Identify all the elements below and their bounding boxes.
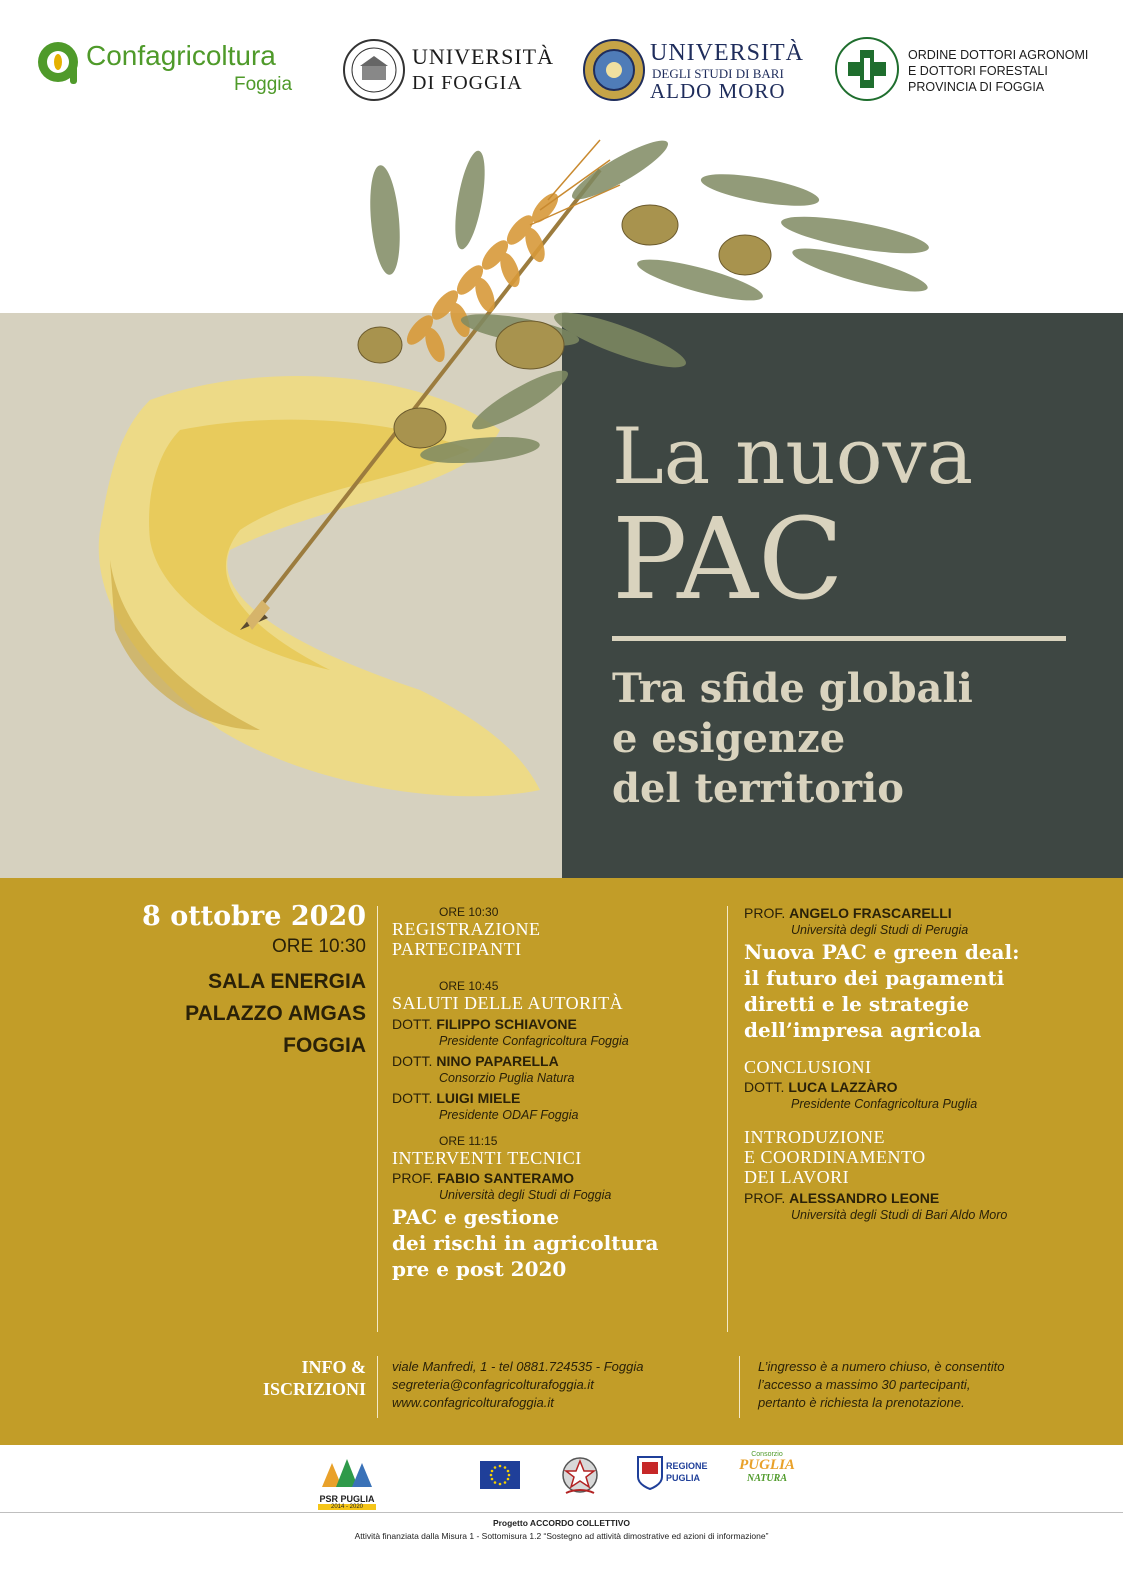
speaker-item — [392, 1016, 722, 1048]
s3-title: INTERVENTI TECNICI — [392, 1148, 582, 1168]
r3-title-line2: E COORDINAMENTO — [744, 1147, 926, 1167]
info-note-line3: pertanto è richiesta la prenotazione. — [758, 1395, 965, 1410]
psr-years: 2014 - 2020 — [318, 1504, 376, 1510]
r1-name: ANGELO FRASCARELLI — [789, 905, 952, 921]
info-note — [758, 1358, 1088, 1412]
r2-speaker — [744, 1079, 1094, 1095]
r2-role: Presidente Confagricoltura Puglia — [791, 1097, 978, 1111]
info-divider-right — [739, 1356, 740, 1418]
uniba-line2: DEGLI STUDI DI BARI — [652, 66, 784, 81]
s1-title: REGISTRAZIONE PARTECIPANTI — [392, 919, 541, 959]
speaker-role: Presidente ODAF Foggia — [439, 1108, 579, 1122]
odaf-line2: E DOTTORI FORESTALI — [908, 64, 1048, 78]
event-time: ORE 10:30 — [272, 936, 366, 957]
puglia-natura-line2: PUGLIA — [739, 1457, 795, 1473]
speaker-item — [392, 1053, 722, 1085]
regione-puglia-shield-icon — [636, 1455, 664, 1491]
footer-project: Progetto ACCORDO COLLETTIVO — [492, 1518, 631, 1528]
column-divider-right — [727, 906, 728, 1332]
program-middle-column — [392, 905, 722, 1282]
info-address-line1: viale Manfredi, 1 - tel 0881.724535 - Foggia — [392, 1359, 644, 1374]
odaf-seal-icon — [834, 36, 900, 102]
info-note-line1: L’ingresso è a numero chiuso, è consentito — [758, 1359, 1005, 1374]
unifg-seal-icon — [342, 38, 406, 102]
confagricoltura-leaf-icon — [36, 40, 80, 84]
footer-funding: Attività finanziata dalla Misura 1 - Sottomisura 1.2 “Sostegno ad attività dimostrative ed azioni di informazione” — [354, 1531, 769, 1541]
r2-prefix: DOTT. — [744, 1079, 785, 1095]
hero-title-line2: PAC — [612, 495, 844, 625]
odaf-line3: PROVINCIA DI FOGGIA — [908, 80, 1045, 94]
s3-talk-line1: PAC e gestione — [392, 1205, 560, 1229]
info-email[interactable]: segreteria@confagricolturafoggia.it — [392, 1377, 594, 1392]
speaker-name: NINO PAPARELLA — [436, 1053, 559, 1069]
speaker-prefix: DOTT. — [392, 1053, 433, 1069]
s3-talk-line2: dei rischi in agricoltura — [392, 1231, 659, 1255]
r3-role: Università degli Studi di Bari Aldo Moro — [791, 1208, 1008, 1222]
r1-talk-line4: dell’impresa agricola — [744, 1018, 982, 1042]
s2-time: ORE 10:45 — [439, 979, 499, 993]
odaf-logo — [834, 36, 1094, 106]
hero-subtitle-line2: e esigenze — [612, 715, 846, 762]
s3-speaker-name: FABIO SANTERAMO — [437, 1170, 575, 1186]
unifg-line1: UNIVERSITÀ — [412, 44, 554, 69]
speaker-role: Presidente Confagricoltura Foggia — [439, 1034, 629, 1048]
unifg-logo — [342, 38, 552, 104]
r1-speaker — [744, 905, 1094, 921]
hero-subtitle-line1: Tra sfide globali — [612, 665, 973, 712]
r3-name: ALESSANDRO LEONE — [789, 1190, 940, 1206]
psr-puglia-logo — [318, 1457, 376, 1519]
speaker-prefix: DOTT. — [392, 1016, 433, 1032]
header-logos — [0, 0, 1123, 130]
column-divider-left — [377, 906, 378, 1332]
s3-talk-line3: pre e post 2020 — [392, 1257, 567, 1281]
psr-label: PSR PUGLIA — [319, 1494, 375, 1504]
r3-prefix: PROF. — [744, 1190, 786, 1206]
program-right-column — [744, 905, 1094, 1222]
s2-speakers — [392, 1016, 722, 1122]
event-info — [40, 900, 366, 1062]
puglia-natura-line3: NATURA — [746, 1473, 787, 1484]
italian-republic-emblem-icon — [560, 1455, 600, 1499]
info-label-line2: ISCRIZIONI — [262, 1379, 366, 1399]
r2-name: LUCA LAZZÀRO — [788, 1079, 898, 1095]
regione-puglia-line1: REGIONE — [666, 1461, 708, 1471]
speaker-role: Consorzio Puglia Natura — [439, 1071, 575, 1085]
event-venue2: PALAZZO AMGAS — [185, 1002, 366, 1025]
speaker-name: LUIGI MIELE — [436, 1090, 521, 1106]
r1-prefix: PROF. — [744, 905, 786, 921]
uniba-logo — [582, 38, 812, 104]
confagricoltura-city: Foggia — [234, 74, 293, 95]
speaker-name: FILIPPO SCHIAVONE — [436, 1016, 577, 1032]
info-address — [392, 1358, 722, 1412]
regione-puglia-line2: PUGLIA — [666, 1473, 701, 1483]
hero-title-line1: La nuova — [612, 412, 974, 502]
s3-speaker — [392, 1170, 722, 1186]
hero-subtitle-line3: del territorio — [612, 765, 904, 812]
uniba-seal-icon — [582, 38, 646, 102]
r1-talk-line2: il futuro dei pagamenti — [744, 966, 1005, 990]
eu-flag-icon — [480, 1461, 520, 1489]
info-note-line2: l’accesso a massimo 30 partecipanti, — [758, 1377, 971, 1392]
puglia-natura-logo — [732, 1451, 802, 1495]
s3-speaker-prefix: PROF. — [392, 1170, 434, 1186]
speaker-prefix: DOTT. — [392, 1090, 433, 1106]
r3-speaker — [744, 1190, 1094, 1206]
speaker-item — [392, 1090, 722, 1122]
info-label — [150, 1356, 366, 1400]
odaf-line1: ORDINE DOTTORI AGRONOMI — [908, 48, 1089, 62]
r3-title-line3: DEI LAVORI — [744, 1167, 850, 1187]
event-venue1: SALA ENERGIA — [208, 970, 366, 993]
s3-speaker-role: Università degli Studi di Foggia — [439, 1188, 612, 1202]
s2-title: SALUTI DELLE AUTORITÀ — [392, 993, 624, 1013]
event-date: 8 ottobre 2020 — [142, 901, 366, 932]
unifg-line2: DI FOGGIA — [412, 72, 523, 94]
info-divider-left — [377, 1356, 378, 1418]
confagricoltura-logo — [36, 40, 316, 100]
r1-talk-line3: diretti e le strategie — [744, 992, 970, 1016]
r2-title: CONCLUSIONI — [744, 1057, 872, 1077]
puglia-natura-line1: Consorzio — [751, 1451, 783, 1458]
info-label-line1: INFO & — [301, 1357, 366, 1377]
confagricoltura-name: Confagricoltura — [86, 40, 276, 71]
r3-title-line1: INTRODUZIONE — [744, 1127, 885, 1147]
event-city: FOGGIA — [283, 1034, 366, 1057]
info-website[interactable]: www.confagricolturafoggia.it — [392, 1395, 554, 1410]
footer-separator — [0, 1512, 1123, 1513]
hero-title-rule — [612, 636, 1066, 641]
s1-time: ORE 10:30 — [439, 905, 499, 919]
uniba-line1: UNIVERSITÀ — [650, 40, 804, 66]
s3-time: ORE 11:15 — [439, 1134, 498, 1148]
r1-talk-line1: Nuova PAC e green deal: — [744, 940, 1020, 964]
psr-tents-icon — [318, 1457, 376, 1489]
r1-role: Università degli Studi di Perugia — [791, 923, 969, 937]
uniba-line3: ALDO MORO — [650, 79, 786, 103]
